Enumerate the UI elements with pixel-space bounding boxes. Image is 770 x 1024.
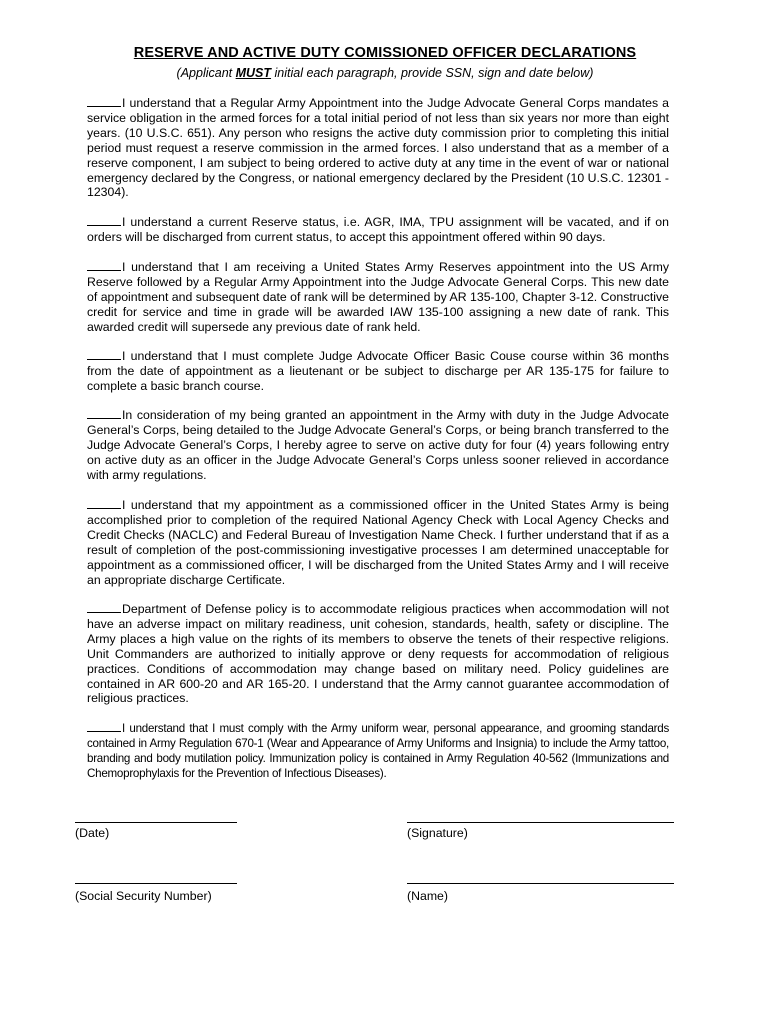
- paragraph-text: I understand that a Regular Army Appointment into the Judge Advocate General Corps mandates a service obligation in the armed forces for a total initial period of not less than six years nor more than eight years. (10 U.S.C. 651). Any person who resigns the active duty commission prior to completing this initial period must request a reserve commission in the armed forces. I also understand that as a member of a reserve component, I am subject to being ordered to active duty at any time in the event of war or national emergency declared by the Congress, or national emergency declared by the President (10 U.S.C. 12301 - 12304).: [87, 96, 669, 200]
- name-label: (Name): [407, 889, 448, 903]
- declaration-paragraph: [87, 96, 669, 200]
- date-label: (Date): [75, 826, 110, 840]
- declaration-paragraph: [87, 498, 669, 587]
- declaration-paragraph: [87, 602, 669, 706]
- date-line[interactable]: [75, 822, 237, 823]
- paragraph-text: I understand that I must complete Judge Advocate Officer Basic Couse course within 36 months from the date of appointment as a lieutenant or be subject to discharge per AR 135-175 for failure to complete a basic branch course.: [87, 349, 669, 393]
- paragraph-text: I understand a current Reserve status, i.e. AGR, IMA, TPU assignment will be vacated, and if on orders will be discharged from current status, to accept this appointment offered within 90 days.: [87, 215, 669, 244]
- document-title: RESERVE AND ACTIVE DUTY COMISSIONED OFFICER DECLARATIONS: [133, 45, 637, 61]
- paragraph-text: In consideration of my being granted an appointment in the Army with duty in the Judge Advocate General’s Corps, being detailed to the Judge Advocate General’s Corps, or being branch transferred to the Judge Advocate General’s Corps, I hereby agree to serve on active duty for four (4) years following entry on active duty as an officer in the Judge Advocate General’s Corps unless sooner relieved in accordance with army regulations.: [87, 408, 669, 482]
- signature-line[interactable]: [407, 822, 674, 823]
- paragraph-text: I understand that I must comply with the Army uniform wear, personal appearance, and grooming standards contained in Army Regulation 670-1 (Wear and Appearance of Army Uniforms and Insignia) to include the Army tattoo, branding and body mutilation policy. Immunization policy is contained in Army Regulation 40-562 (Immunizations and Chemoprophylaxis for the Prevention of Infectious Diseases).: [87, 722, 669, 780]
- name-line[interactable]: [407, 883, 674, 884]
- initials-blank[interactable]: [87, 602, 121, 613]
- declaration-paragraph: [87, 721, 669, 782]
- paragraph-text: Department of Defense policy is to accommodate religious practices when accommodation will not have an adverse impact on military readiness, unit cohesion, standards, health, safety or discipline. The Army places a high value on the rights of its members to observe the tenets of their respective religions. Unit Commanders are authorized to initially approve or deny requests for accommodation of religious practices. Conditions of accommodation may change based on military need. Policy guidelines are contained in AR 600-20 and AR 165-20. I understand that the Army cannot guarantee accommodation of religious practices.: [87, 602, 669, 706]
- paragraph-text: I understand that I am receiving a United States Army Reserves appointment into the US Army Reserve followed by a Regular Army Appointment into the Judge Advocate General Corps. This new date of appointment and subsequent date of rank will be determined by AR 135-100, Chapter 3-12. Constructive credit for service and time in grade will be awarded IAW 135-100 assigning a new date of rank. This awarded credit will supersede any previous date of rank held.: [87, 260, 669, 334]
- declaration-paragraph: [87, 260, 669, 335]
- declaration-paragraph: [87, 215, 669, 245]
- paragraph-text: I understand that my appointment as a commissioned officer in the United States Army is being accomplished prior to completion of the required National Agency Check with Local Agency Checks and Credit Checks (NACLC) and Federal Bureau of Investigation Name Check. I further understand that if as a result of completion of the post-commissioning investigative processes I am determined unacceptable for appointment as a commissioned officer, I will be discharged from the United States Army and I will receive an appropriate discharge Certificate.: [87, 498, 669, 587]
- initials-blank[interactable]: [87, 215, 121, 226]
- initials-blank[interactable]: [87, 96, 121, 107]
- initials-blank[interactable]: [87, 721, 121, 732]
- ssn-label: (Social Security Number): [75, 889, 212, 903]
- subtitle-text-end: initial each paragraph, provide SSN, sign and date below): [271, 66, 594, 80]
- declaration-paragraph: [87, 408, 669, 483]
- signature-label: (Signature): [407, 826, 468, 840]
- subtitle-must-emphasis: MUST: [235, 66, 272, 80]
- declaration-paragraph: [87, 349, 669, 394]
- subtitle-text-start: (Applicant: [176, 66, 236, 80]
- initials-blank[interactable]: [87, 260, 121, 271]
- ssn-line[interactable]: [75, 883, 237, 884]
- initials-blank[interactable]: [87, 408, 121, 419]
- document-subtitle: [0, 66, 770, 80]
- initials-blank[interactable]: [87, 498, 121, 509]
- initials-blank[interactable]: [87, 349, 121, 360]
